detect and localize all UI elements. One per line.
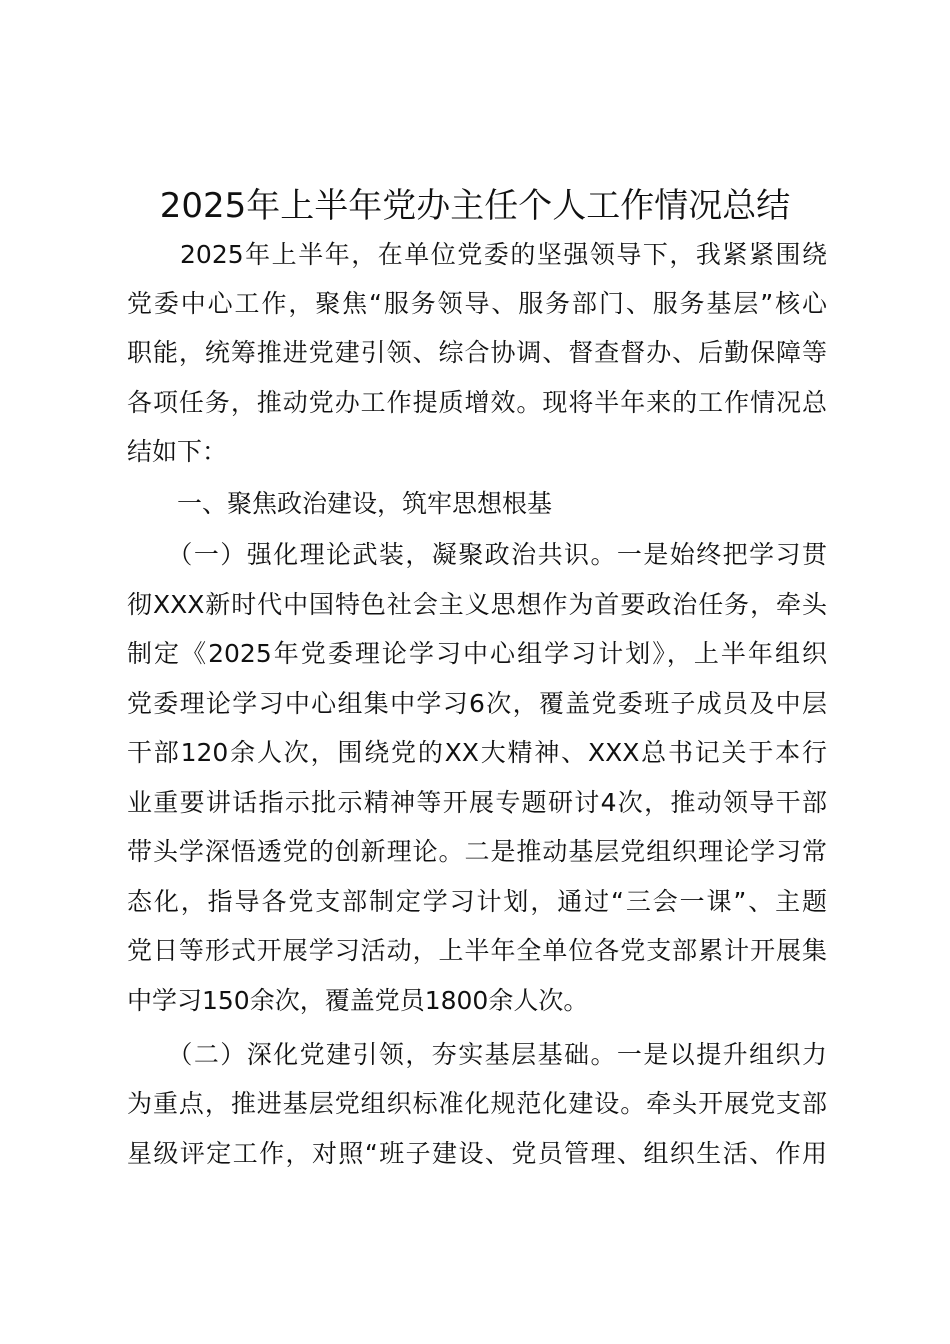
paragraph-line: 干部120余人次，围绕党的XX大精神、XXX总书记关于本行	[127, 738, 827, 767]
paragraph-line: 各项任务，推动党办工作提质增效。现将半年来的工作情况总	[127, 388, 827, 417]
paragraph-line: 为重点，推进基层党组织标准化规范化建设。牵头开展党支部	[127, 1089, 827, 1118]
paragraph-line: 业重要讲话指示批示精神等开展专题研讨4次，推动领导干部	[127, 788, 827, 817]
paragraph-line: 态化，指导各党支部制定学习计划，通过“三会一课”、主题	[127, 887, 827, 916]
paragraph-line: 党委中心工作，聚焦“服务领导、服务部门、服务基层”核心	[127, 289, 827, 318]
document-title: 2025年上半年党办主任个人工作情况总结	[159, 186, 791, 226]
section-heading: 一、聚焦政治建设，筑牢思想根基	[127, 489, 553, 518]
paragraph-line: 带头学深悟透党的创新理论。二是推动基层党组织理论学习常	[127, 837, 827, 866]
paragraph-line: （二）深化党建引领，夯实基层基础。一是以提升组织力	[127, 1040, 827, 1069]
paragraph-line: 制定《2025年党委理论学习中心组学习计划》，上半年组织	[127, 639, 827, 668]
paragraph-line: 星级评定工作，对照“班子建设、党员管理、组织生活、作用	[127, 1139, 827, 1168]
paragraph-line: 结如下：	[127, 437, 228, 466]
paragraph-line: 彻XXX新时代中国特色社会主义思想作为首要政治任务，牵头	[127, 590, 827, 619]
paragraph-line: 党委理论学习中心组集中学习6次，覆盖党委班子成员及中层	[127, 689, 827, 718]
paragraph-line: 党日等形式开展学习活动，上半年全单位各党支部累计开展集	[127, 936, 827, 965]
paragraph-line: 中学习150余次，覆盖党员1800余人次。	[127, 986, 589, 1015]
paragraph-line: 2025年上半年，在单位党委的坚强领导下，我紧紧围绕	[127, 240, 827, 269]
paragraph-line: （一）强化理论武装，凝聚政治共识。一是始终把学习贯	[127, 540, 827, 569]
paragraph-line: 职能，统筹推进党建引领、综合协调、督查督办、后勤保障等	[127, 338, 827, 367]
